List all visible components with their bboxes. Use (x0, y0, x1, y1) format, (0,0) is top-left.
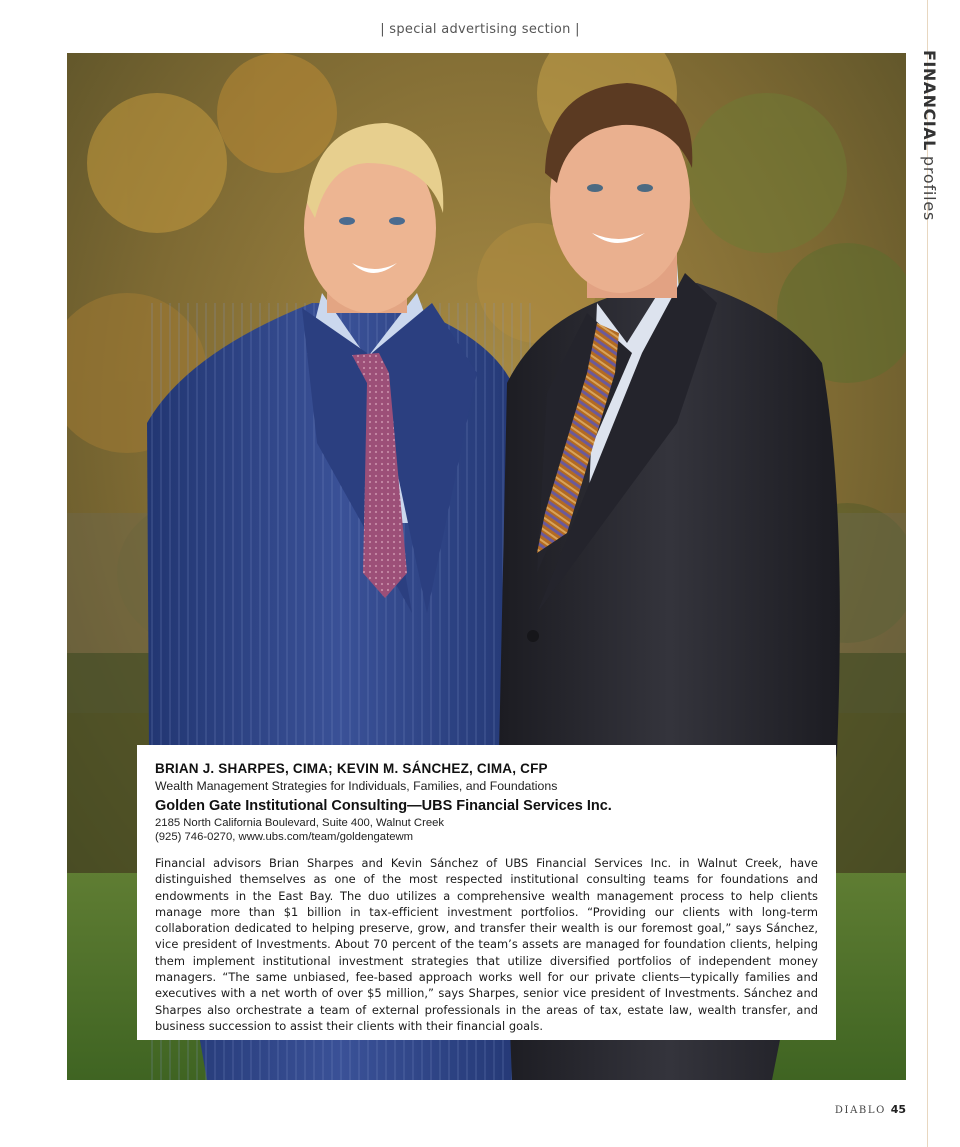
page-footer (835, 1103, 906, 1116)
address-line: 2185 North California Boulevard, Suite 400, Walnut Creek (155, 817, 445, 829)
magazine-name: DIABLO (834, 1105, 886, 1116)
company-name: Golden Gate Institutional Consulting—UBS Financial Services Inc. (155, 798, 612, 814)
contact-line: (925) 746-0270, www.ubs.com/team/goldengatewm (155, 831, 414, 843)
section-tab (917, 50, 941, 220)
profile-caption (137, 745, 836, 1040)
advisor-names: BRIAN J. SHARPES, CIMA; KEVIN M. SÁNCHEZ, CIMA, CFP (155, 761, 548, 776)
profile-body: Financial advisors Brian Sharpes and Kevin Sánchez of UBS Financial Services Inc. in Walnut Creek, have distinguished themselves as one of the most respected institutional consulting teams for foundations and endowments in the East Bay. The duo utilizes a comprehensive wealth management process to help clients manage more than $1 billion in tax-efficient investment portfolios. “Providing our clients with long-term collaboration dedicated to helping preserve, grow, and transfer their wealth is our foremost goal,” says Sánchez, vice president of Investments. About 70 percent of the team’s assets are managed for foundation clients, helping them implement institutional investment strategies that utilize diversified portfolios of independent money managers. “The same unbiased, fee-based approach works well for our private clients—typically families and executives with a net worth of over $5 million,” says Sharpes, senior vice president of Investments. Sánchez and Sharpes also orchestrate a team of external professionals in the areas of tax, estate law, wealth transfer, and business succession to assist their clients with their financial goals. (155, 856, 818, 1033)
specialty-line: Wealth Management Strategies for Individuals, Families, and Foundations (155, 779, 558, 793)
section-header: | special advertising section | (380, 22, 580, 37)
page-number: 45 (890, 1103, 906, 1116)
section-tab-bold: FINANCIAL (920, 50, 939, 151)
section-tab-light: profiles (920, 155, 939, 222)
